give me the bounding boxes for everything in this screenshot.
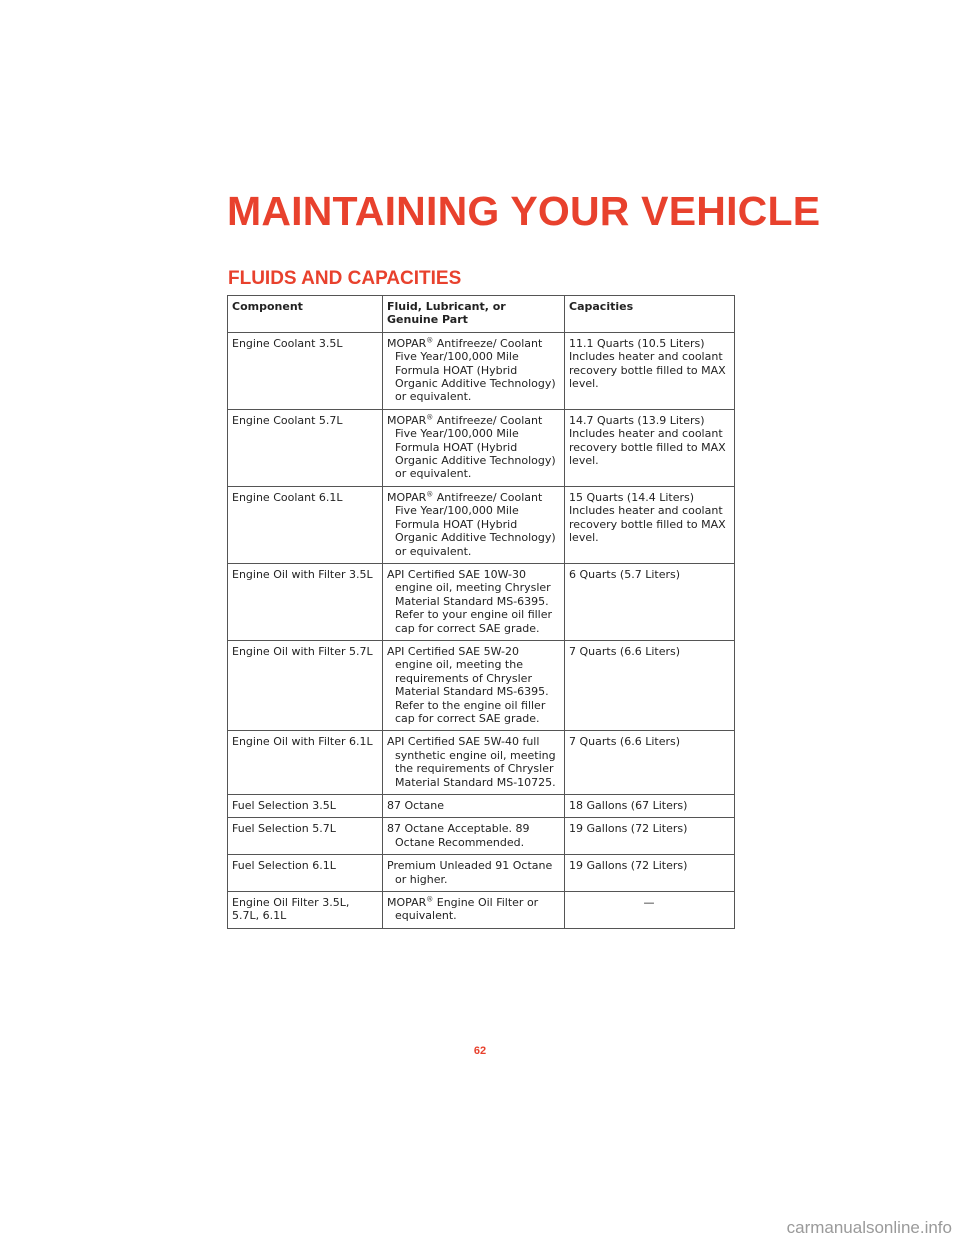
column-header-fluid: Fluid, Lubricant, or Genuine Part <box>383 296 565 333</box>
page-title: FLUIDS AND CAPACITIES <box>228 268 462 289</box>
cell-fluid <box>383 892 565 929</box>
cell-fluid <box>383 563 565 640</box>
fluid-text: Antifreeze/ Coolant Five Year/100,000 Mile Formula HOAT (Hybrid Organic Additive Technology) or equivalent. <box>395 490 556 558</box>
cell-capacity: 19 Gallons (72 Liters) <box>565 855 735 892</box>
cell-capacity: 19 Gallons (72 Liters) <box>565 818 735 855</box>
cell-component: Fuel Selection 6.1L <box>228 855 383 892</box>
cell-component: Engine Oil Filter 3.5L, 5.7L, 6.1L <box>228 892 383 929</box>
registered-mark: ® <box>426 336 434 345</box>
cell-capacity: 6 Quarts (5.7 Liters) <box>565 563 735 640</box>
fluids-capacities-table <box>227 295 735 929</box>
column-header-capacities: Capacities <box>565 296 735 333</box>
brand-name: MOPAR <box>387 896 427 910</box>
cell-component: Engine Oil with Filter 3.5L <box>228 563 383 640</box>
cell-component: Engine Coolant 6.1L <box>228 486 383 563</box>
table-row <box>228 795 735 818</box>
registered-mark: ® <box>426 490 434 499</box>
cell-fluid <box>383 818 565 855</box>
fluid-text: API Certified SAE 10W-30 engine oil, meeting Chrysler Material Standard MS-6395. Refer to your engine oil filler cap for correct SAE grade. <box>387 567 553 635</box>
fluid-text: API Certified SAE 5W-20 engine oil, meeting the requirements of Chrysler Material Standard MS-6395. Refer to the engine oil filler cap for correct SAE grade. <box>387 644 549 725</box>
brand-name: MOPAR <box>387 490 427 504</box>
cell-component: Engine Coolant 3.5L <box>228 332 383 409</box>
page-number: 62 <box>473 1045 487 1057</box>
cell-capacity: 15 Quarts (14.4 Liters) Includes heater and coolant recovery bottle filled to MAX level. <box>565 486 735 563</box>
cell-fluid <box>383 409 565 486</box>
table-row <box>228 818 735 855</box>
table-row <box>228 855 735 892</box>
cell-capacity: 7 Quarts (6.6 Liters) <box>565 640 735 730</box>
fluid-text: Engine Oil Filter or equivalent. <box>395 896 539 923</box>
cell-fluid <box>383 795 565 818</box>
cell-component: Fuel Selection 3.5L <box>228 795 383 818</box>
table-header-row <box>228 296 735 333</box>
table-row <box>228 409 735 486</box>
cell-component: Engine Oil with Filter 5.7L <box>228 640 383 730</box>
table-row <box>228 486 735 563</box>
fluid-text: Antifreeze/ Coolant Five Year/100,000 Mile Formula HOAT (Hybrid Organic Additive Technology) or equivalent. <box>395 413 556 481</box>
table-row <box>228 892 735 929</box>
cell-fluid <box>383 332 565 409</box>
cell-capacity: 11.1 Quarts (10.5 Liters) Includes heater and coolant recovery bottle filled to MAX level. <box>565 332 735 409</box>
cell-fluid <box>383 486 565 563</box>
cell-component: Fuel Selection 5.7L <box>228 818 383 855</box>
column-header-component: Component <box>228 296 383 333</box>
fluid-text: 87 Octane <box>387 799 444 812</box>
registered-mark: ® <box>426 413 434 422</box>
fluid-text: API Certified SAE 5W-40 full synthetic engine oil, meeting the requirements of Chrysler Material Standard MS-10725. <box>387 735 556 789</box>
cell-fluid <box>383 855 565 892</box>
table-row <box>228 332 735 409</box>
cell-capacity: 7 Quarts (6.6 Liters) <box>565 731 735 795</box>
cell-capacity: 18 Gallons (67 Liters) <box>565 795 735 818</box>
fluid-text: Premium Unleaded 91 Octane or higher. <box>387 859 553 886</box>
brand-name: MOPAR <box>387 336 427 350</box>
fluid-text: 87 Octane Acceptable. 89 Octane Recommended. <box>387 822 530 849</box>
cell-capacity: — <box>565 892 735 929</box>
table-row <box>228 563 735 640</box>
cell-component: Engine Coolant 5.7L <box>228 409 383 486</box>
cell-fluid <box>383 640 565 730</box>
brand-name: MOPAR <box>387 413 427 427</box>
section-title: MAINTAINING YOUR VEHICLE <box>227 188 821 234</box>
fluid-text: Antifreeze/ Coolant Five Year/100,000 Mile Formula HOAT (Hybrid Organic Additive Technology) or equivalent. <box>395 336 556 404</box>
registered-mark: ® <box>426 895 434 904</box>
cell-capacity: 14.7 Quarts (13.9 Liters) Includes heater and coolant recovery bottle filled to MAX level. <box>565 409 735 486</box>
table-row <box>228 731 735 795</box>
watermark-text: carmanualsonline.info <box>786 1218 952 1237</box>
table-row <box>228 640 735 730</box>
cell-fluid <box>383 731 565 795</box>
cell-component: Engine Oil with Filter 6.1L <box>228 731 383 795</box>
